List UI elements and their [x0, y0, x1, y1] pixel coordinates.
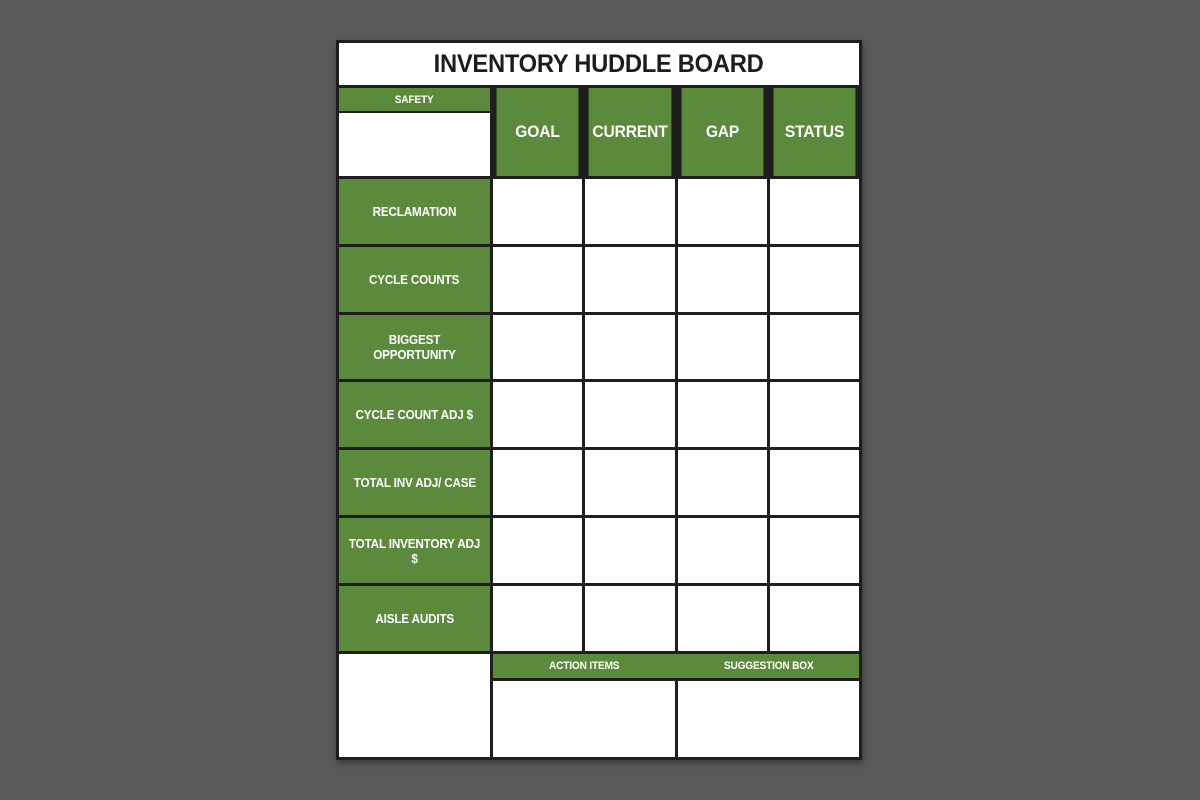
cell-biggest-opportunity-goal	[493, 315, 582, 379]
cell-cycle-counts-gap	[678, 247, 767, 312]
row-label-cycle-count-adj	[339, 382, 490, 447]
title-cell	[339, 43, 859, 85]
action-items-label: ACTION ITEMS	[548, 660, 620, 672]
suggestion-box-label: SUGGESTION BOX	[723, 660, 814, 672]
cell-total-inv-adj-case-current	[585, 450, 675, 515]
column-header-gap	[682, 88, 764, 176]
cell-cycle-counts-goal	[493, 247, 582, 312]
column-header-label: GOAL	[515, 122, 560, 141]
header-band-join	[674, 654, 679, 678]
cell-total-inventory-adj-status	[770, 518, 859, 583]
cell-cycle-counts-status	[770, 247, 859, 312]
cell-total-inventory-adj-goal	[493, 518, 582, 583]
action-items-header	[493, 654, 675, 678]
row-label-text: TOTAL INV ADJ/ CASE	[353, 475, 476, 490]
huddle-board	[336, 40, 862, 760]
row-label-text: CYCLE COUNTS	[369, 272, 460, 287]
cell-aisle-audits-status	[770, 586, 859, 651]
cell-total-inv-adj-case-status	[770, 450, 859, 515]
column-header-current	[589, 88, 672, 176]
row-label-aisle-audits	[339, 586, 490, 651]
cell-reclamation-current	[585, 179, 675, 244]
cell-reclamation-goal	[493, 179, 582, 244]
cell-aisle-audits-gap	[678, 586, 767, 651]
column-header-label: STATUS	[784, 122, 845, 141]
action-items-box	[493, 681, 675, 757]
cell-aisle-audits-goal	[493, 586, 582, 651]
row-label-reclamation	[339, 179, 490, 244]
cell-total-inventory-adj-current	[585, 518, 675, 583]
cell-total-inv-adj-case-goal	[493, 450, 582, 515]
row-label-text: CYCLE COUNT ADJ $	[355, 407, 474, 422]
cell-total-inv-adj-case-gap	[678, 450, 767, 515]
suggestion-box-header	[678, 654, 859, 678]
cell-cycle-count-adj-goal	[493, 382, 582, 447]
cell-reclamation-status	[770, 179, 859, 244]
row-label-cycle-counts	[339, 247, 490, 312]
row-label-text: BIGGEST OPPORTUNITY	[373, 332, 456, 362]
cell-cycle-counts-current	[585, 247, 675, 312]
board-title: INVENTORY HUDDLE BOARD	[434, 49, 764, 78]
cell-total-inventory-adj-gap	[678, 518, 767, 583]
cell-cycle-count-adj-current	[585, 382, 675, 447]
column-header-goal	[497, 88, 579, 176]
row-label-text: TOTAL INVENTORY ADJ $	[348, 535, 481, 566]
notes-box	[339, 654, 490, 757]
cell-cycle-count-adj-gap	[678, 382, 767, 447]
cell-biggest-opportunity-gap	[678, 315, 767, 379]
row-label-text: AISLE AUDITS	[375, 611, 454, 626]
cell-reclamation-gap	[678, 179, 767, 244]
suggestion-box-box	[678, 681, 859, 757]
column-header-label: GAP	[705, 122, 740, 141]
safety-header	[339, 88, 490, 111]
row-label-biggest-opportunity	[339, 315, 490, 379]
column-header-label: CURRENT	[592, 122, 668, 141]
safety-label: SAFETY	[395, 93, 434, 106]
row-label-total-inv-adj-case	[339, 450, 490, 515]
safety-box	[339, 113, 490, 176]
cell-biggest-opportunity-status	[770, 315, 859, 379]
cell-cycle-count-adj-status	[770, 382, 859, 447]
column-header-status	[774, 88, 856, 176]
cell-aisle-audits-current	[585, 586, 675, 651]
row-label-text: RECLAMATION	[372, 204, 457, 219]
cell-biggest-opportunity-current	[585, 315, 675, 379]
row-label-total-inventory-adj	[339, 518, 490, 583]
